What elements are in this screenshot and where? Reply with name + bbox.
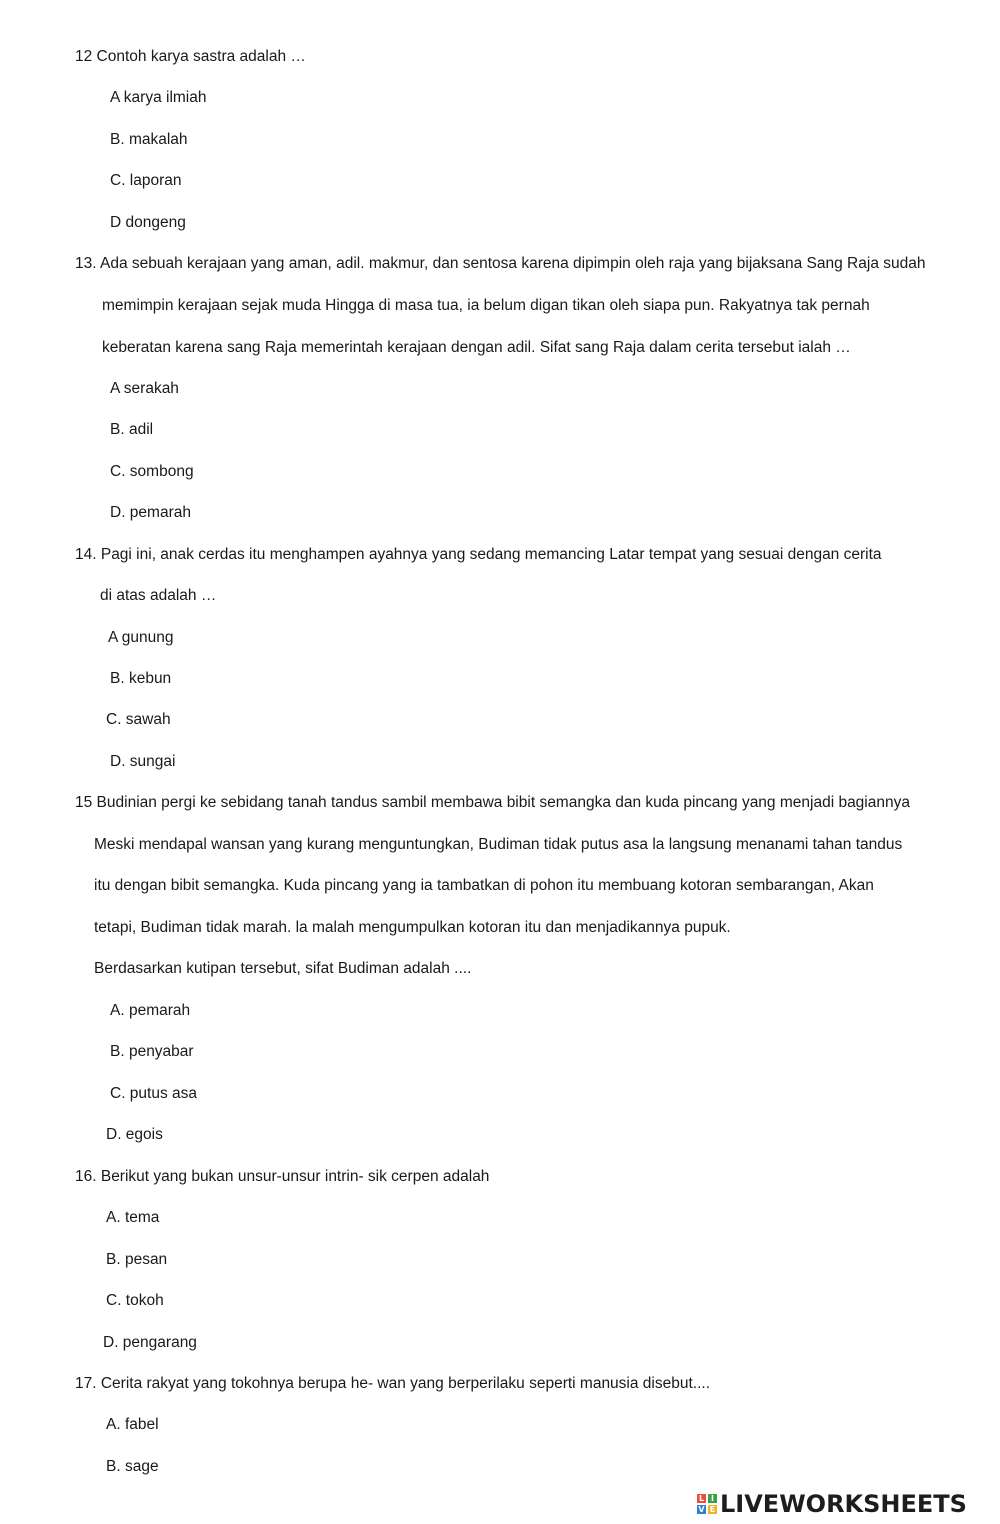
q16-option-c[interactable]: C. tokoh: [106, 1292, 164, 1309]
q14-option-b[interactable]: B. kebun: [110, 670, 172, 687]
q16-option-d[interactable]: D. pengarang: [103, 1334, 197, 1351]
logo-grid-icon: [697, 1494, 717, 1514]
q15-stem-line-4: tetapi, Budiman tidak marah. la malah mengumpulkan kotoran itu dan menjadikannya pupuk.: [94, 919, 731, 936]
q15-option-a[interactable]: A. pemarah: [110, 1002, 191, 1019]
logo-grid-cell: E: [709, 1505, 716, 1514]
q16-stem: 16. Berikut yang bukan unsur-unsur intrin- sik cerpen adalah: [75, 1168, 490, 1185]
q14-stem-line-1: 14. Pagi ini, anak cerdas itu menghampen ayahnya yang sedang memancing Latar tempat yang sesuai dengan cerita: [75, 546, 882, 563]
q14-stem-line-2: di atas adalah …: [100, 587, 217, 604]
q17-option-b[interactable]: B. sage: [106, 1458, 159, 1475]
logo-grid-cell: V: [698, 1505, 705, 1514]
q13-option-b[interactable]: B. adil: [110, 421, 154, 438]
q15-stem-line-3: itu dengan bibit semangka. Kuda pincang yang ia tambatkan di pohon itu membuang kotoran sembarangan, Akan: [94, 877, 874, 894]
q17-option-a[interactable]: A. fabel: [106, 1416, 159, 1433]
q12-stem: 12 Contoh karya sastra adalah …: [75, 48, 306, 65]
q13-option-d[interactable]: D. pemarah: [110, 504, 191, 521]
q13-stem-line-1: 13. Ada sebuah kerajaan yang aman, adil. makmur, dan sentosa karena dipimpin oleh raja yang bijaksana Sang Raja sudah: [75, 255, 926, 272]
q12-option-c[interactable]: C. laporan: [110, 172, 182, 189]
q14-option-d[interactable]: D. sungai: [110, 753, 176, 770]
q15-option-d[interactable]: D. egois: [106, 1126, 163, 1143]
q13-stem-line-2: memimpin kerajaan sejak muda Hingga di masa tua, ia belum digan tikan oleh siapa pun. Rakyatnya tak pernah: [102, 297, 870, 314]
q12-option-b[interactable]: B. makalah: [110, 131, 188, 148]
q17-stem: 17. Cerita rakyat yang tokohnya berupa he- wan yang berperilaku seperti manusia disebut....: [75, 1375, 711, 1392]
logo-text: LIVEWORKSHEETS: [720, 1490, 967, 1518]
q15-stem-line-1: 15 Budinian pergi ke sebidang tanah tandus sambil membawa bibit semangka dan kuda pincang yang menjadi bagiannya: [75, 794, 910, 811]
q15-option-c[interactable]: C. putus asa: [110, 1085, 198, 1102]
q16-option-a[interactable]: A. tema: [106, 1209, 160, 1226]
q12-option-a[interactable]: A karya ilmiah: [110, 89, 207, 106]
liveworksheets-logo: [697, 1490, 967, 1518]
q15-stem-line-5: Berdasarkan kutipan tersebut, sifat Budiman adalah ....: [94, 960, 472, 977]
logo-grid-cell: I: [708, 1494, 717, 1503]
q13-stem-line-3: keberatan karena sang Raja memerintah kerajaan dengan adil. Sifat sang Raja dalam cerita tersebut ialah …: [102, 339, 851, 356]
q14-option-c[interactable]: C. sawah: [106, 711, 171, 728]
q15-option-b[interactable]: B. penyabar: [110, 1043, 194, 1060]
q14-option-a[interactable]: A gunung: [108, 629, 174, 646]
q12-option-d[interactable]: D dongeng: [110, 214, 186, 231]
q13-option-a[interactable]: A serakah: [110, 380, 179, 397]
q13-option-c[interactable]: C. sombong: [110, 463, 194, 480]
q16-option-b[interactable]: B. pesan: [106, 1251, 168, 1268]
q15-stem-line-2: Meski mendapal wansan yang kurang menguntungkan, Budiman tidak putus asa la langsung menanami tahan tandus: [94, 836, 903, 853]
logo-grid-cell: L: [698, 1494, 705, 1503]
